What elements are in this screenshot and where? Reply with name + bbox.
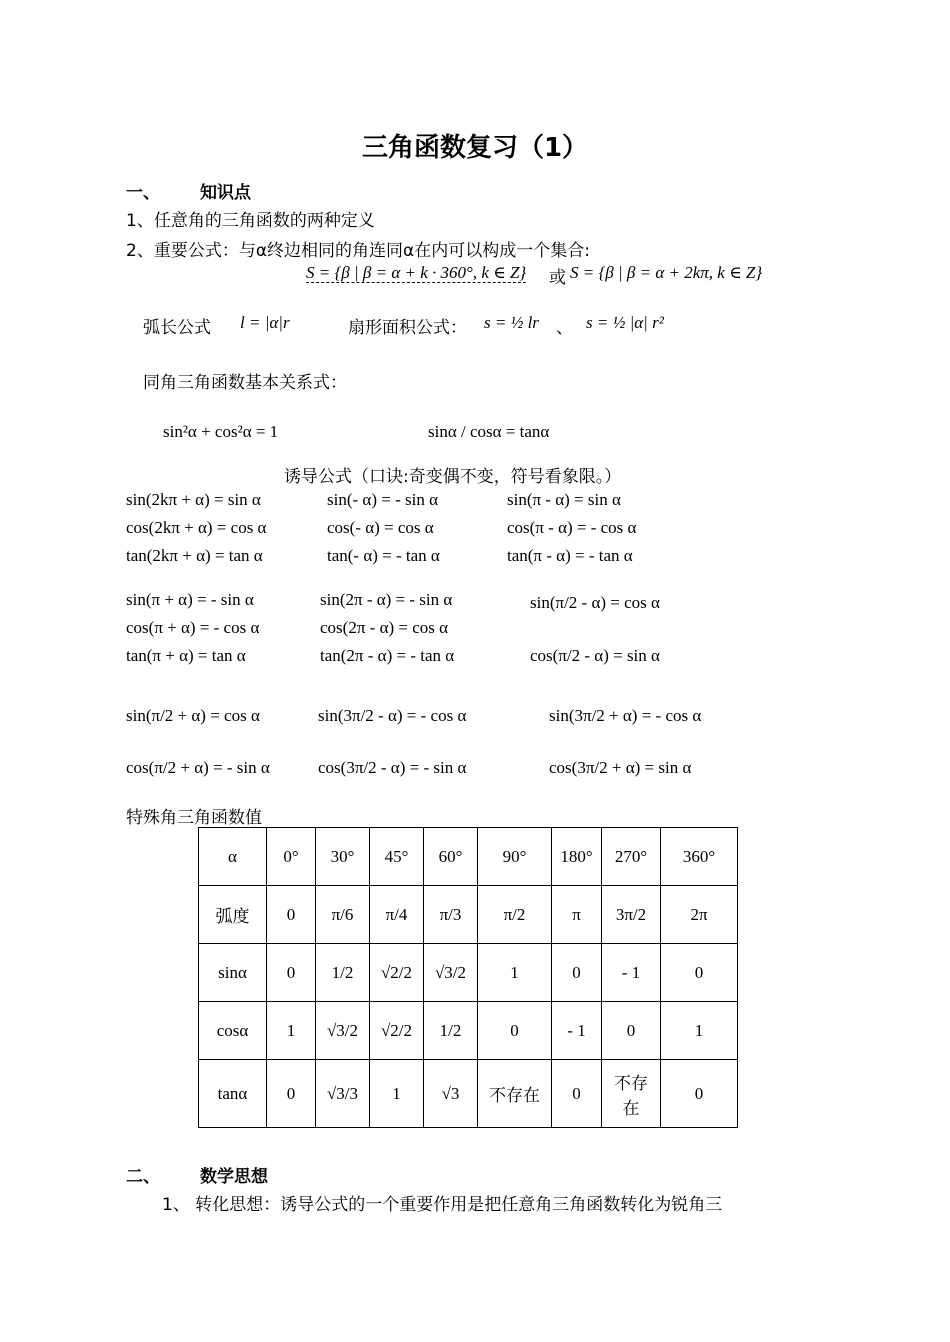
table-cell: α xyxy=(199,828,267,886)
sector-formula-1: s = ½ lr xyxy=(484,313,539,332)
set-formula-b: S = {β | β = α + 2kπ, k ∈ Z} xyxy=(570,263,763,282)
table-cell: 1/2 xyxy=(316,944,370,1002)
arc-length-formula: l = |α|r xyxy=(240,313,290,332)
set-or: 或 xyxy=(549,268,566,288)
table-cell: √2/2 xyxy=(370,944,424,1002)
sector-area-label: 扇形面积公式： xyxy=(348,318,467,338)
table-cell: 0 xyxy=(661,944,738,1002)
section1-heading: 知识点 xyxy=(200,183,251,203)
section2-heading: 数学思想 xyxy=(200,1167,268,1187)
section2-number: 二、 xyxy=(126,1167,160,1187)
table-cell: 1/2 xyxy=(424,1002,478,1060)
table-cell: π/2 xyxy=(478,886,552,944)
ind-formula: sin(π - α) = sin α xyxy=(507,490,621,509)
ind-formula: tan(π + α) = tan α xyxy=(126,646,246,665)
table-cell: √3 xyxy=(424,1060,478,1128)
table-cell: 不存在 xyxy=(478,1060,552,1128)
table-cell: 弧度 xyxy=(199,886,267,944)
table-cell: 0 xyxy=(602,1002,661,1060)
table-cell: 360° xyxy=(661,828,738,886)
table-row xyxy=(199,886,738,944)
table-cell: cosα xyxy=(199,1002,267,1060)
table-cell: π/3 xyxy=(424,886,478,944)
ind-formula: sin(π/2 + α) = cos α xyxy=(126,706,260,725)
table-cell: π xyxy=(552,886,602,944)
table-row xyxy=(199,1002,738,1060)
table-cell: √2/2 xyxy=(370,1002,424,1060)
item-1: 1、任意角的三角函数的两种定义 xyxy=(126,211,375,231)
ind-formula: cos(3π/2 + α) = sin α xyxy=(549,758,692,777)
table-cell: tanα xyxy=(199,1060,267,1128)
special-angles-label: 特殊角三角函数值 xyxy=(126,808,262,828)
table-cell: 270° xyxy=(602,828,661,886)
table-cell: 3π/2 xyxy=(602,886,661,944)
table-cell: 不存在 xyxy=(602,1060,661,1128)
table-cell: 2π xyxy=(661,886,738,944)
table-cell: 90° xyxy=(478,828,552,886)
induction-label: 诱导公式（口诀:奇变偶不变，符号看象限。） xyxy=(284,467,622,487)
item-2: 2、重要公式：与α终边相同的角连同α在内可以构成一个集合: xyxy=(126,241,590,261)
ind-formula: cos(π/2 + α) = - sin α xyxy=(126,758,270,777)
table-cell: 30° xyxy=(316,828,370,886)
table-cell: √3/3 xyxy=(316,1060,370,1128)
table-cell: 0 xyxy=(552,944,602,1002)
thought-1: 1、 转化思想：诱导公式的一个重要作用是把任意角三角函数转化为锐角三 xyxy=(162,1195,723,1215)
table-row xyxy=(199,944,738,1002)
ind-formula: cos(- α) = cos α xyxy=(327,518,434,537)
ind-formula: cos(π/2 - α) = sin α xyxy=(530,646,660,665)
table-cell: 0 xyxy=(661,1060,738,1128)
sector-formula-2: s = ½ |α| r² xyxy=(586,313,664,332)
table-cell: 0 xyxy=(267,944,316,1002)
table-cell: 45° xyxy=(370,828,424,886)
table-cell: √3/2 xyxy=(424,944,478,1002)
ind-formula: tan(π - α) = - tan α xyxy=(507,546,633,565)
ind-formula: sin(2kπ + α) = sin α xyxy=(126,490,261,509)
table-row xyxy=(199,1060,738,1128)
ind-formula: tan(- α) = - tan α xyxy=(327,546,440,565)
basic-relations-label: 同角三角函数基本关系式： xyxy=(143,373,347,393)
table-cell: 1 xyxy=(478,944,552,1002)
ind-formula: sin(3π/2 - α) = - cos α xyxy=(318,706,467,725)
ind-formula: sin(3π/2 + α) = - cos α xyxy=(549,706,702,725)
page-title: 三角函数复习（1） xyxy=(361,133,589,163)
table-row xyxy=(199,828,738,886)
table-cell: √3/2 xyxy=(316,1002,370,1060)
quotient-identity: sinα / cosα = tanα xyxy=(428,422,550,441)
table-cell: 0 xyxy=(552,1060,602,1128)
table-cell: 1 xyxy=(370,1060,424,1128)
ind-formula: sin(2π - α) = - sin α xyxy=(320,590,453,609)
ind-formula: tan(2kπ + α) = tan α xyxy=(126,546,263,565)
table-cell: - 1 xyxy=(602,944,661,1002)
table-cell: 60° xyxy=(424,828,478,886)
ind-formula: cos(π + α) = - cos α xyxy=(126,618,260,637)
table-cell: 1 xyxy=(661,1002,738,1060)
arc-length-label: 弧长公式 xyxy=(143,318,211,338)
pythagorean-identity: sin²α + cos²α = 1 xyxy=(163,422,279,441)
table-cell: 1 xyxy=(267,1002,316,1060)
ind-formula: sin(π/2 - α) = cos α xyxy=(530,593,660,612)
table-cell: 0 xyxy=(267,1060,316,1128)
ind-formula: cos(π - α) = - cos α xyxy=(507,518,637,537)
table-cell: π/6 xyxy=(316,886,370,944)
table-cell: π/4 xyxy=(370,886,424,944)
table-cell: 180° xyxy=(552,828,602,886)
ind-formula: cos(2kπ + α) = cos α xyxy=(126,518,267,537)
ind-formula: sin(- α) = - sin α xyxy=(327,490,438,509)
special-angles-table xyxy=(198,827,738,1128)
section1-number: 一、 xyxy=(126,183,160,203)
table-cell: 0 xyxy=(267,886,316,944)
table-cell: 0 xyxy=(478,1002,552,1060)
ind-formula: cos(3π/2 - α) = - sin α xyxy=(318,758,467,777)
sector-separator: 、 xyxy=(556,318,573,338)
table-cell: 0° xyxy=(267,828,316,886)
table-cell: - 1 xyxy=(552,1002,602,1060)
ind-formula: tan(2π - α) = - tan α xyxy=(320,646,455,665)
ind-formula: sin(π + α) = - sin α xyxy=(126,590,254,609)
ind-formula: cos(2π - α) = cos α xyxy=(320,618,449,637)
set-formula-a: S = {β | β = α + k · 360°, k ∈ Z} xyxy=(306,263,527,282)
table-cell: sinα xyxy=(199,944,267,1002)
